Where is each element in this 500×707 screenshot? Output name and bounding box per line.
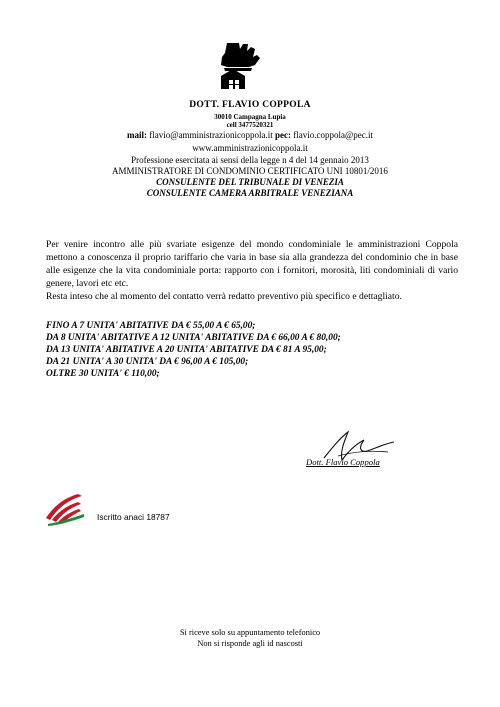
header-name: DOTT. FLAVIO COPPOLA: [189, 100, 311, 110]
hand-house-logo-icon: [213, 43, 263, 89]
header-admin-cert: AMMINISTRATORE DI CONDOMINIO CERTIFICATO UNI 10801/2016: [112, 166, 388, 176]
header-consultant-chamber: CONSULENTE CAMERA ARBITRALE VENEZIANA: [146, 188, 354, 198]
mail-link[interactable]: flavio@amministrazionicoppola.it: [149, 130, 273, 140]
anaci-registration: Iscritto anaci 18787: [97, 512, 170, 522]
footer-appointment: Si riceve solo su appuntamento telefonico: [179, 628, 321, 637]
mail-label: mail:: [126, 130, 147, 140]
price-item: OLTRE 30 UNITA' € 110,00;: [46, 369, 160, 379]
price-list: [46, 320, 466, 380]
header-address: 30010 Campagna Lupia: [214, 113, 286, 121]
header-contacts: [0, 130, 500, 140]
pec-link[interactable]: flavio.coppola@pec.it: [293, 130, 374, 140]
price-item: DA 8 UNITA' ABITATIVE A 12 UNITA' ABITATIVE DA € 66,00 A € 80,00;: [46, 333, 341, 343]
quote-note: Resta inteso che al momento del contatto verrà redatto preventivo più specifico e dettagliato.: [46, 291, 402, 302]
pec-label: pec:: [275, 130, 291, 140]
price-item: DA 13 UNITA' ABITATIVE A 20 UNITA' ABITATIVE DA € 81 A 95,00;: [46, 345, 327, 355]
price-item: DA 21 UNITA' A 30 UNITA' DA € 96,00 A € 105,00;: [46, 357, 249, 367]
signature-name: Dott. Flavio Coppola: [306, 457, 380, 467]
intro-paragraph: Per venire incontro alle più svariate esigenze del mondo condominiale le amministrazioni Coppola mettono a conoscenza il proprio tariffario che varia in base sia alla grandezza del condominio che in base alle esigenze che la vita condominiale porta: rapporto con i fornitori, morosità, liti condominiali di vario genere, lavori etc etc.: [46, 239, 458, 289]
footer-hidden-id: Non si risponde agli id nascosti: [197, 639, 303, 648]
price-item: FINO A 7 UNITA' ABITATIVE DA € 55,00 A € 65,00;: [46, 321, 256, 331]
website-link[interactable]: www.amministrazionicoppola.it: [192, 143, 308, 153]
intro-text: [46, 238, 458, 303]
header-cell: cell 3477520321: [226, 121, 274, 129]
anaci-logo-icon: [44, 492, 86, 526]
header-consultant-tribunal: CONSULENTE DEL TRIBUNALE DI VENEZIA: [156, 177, 344, 187]
header-profession: Professione esercitata ai sensi della legge n 4 del 14 gennaio 2013: [131, 155, 369, 165]
